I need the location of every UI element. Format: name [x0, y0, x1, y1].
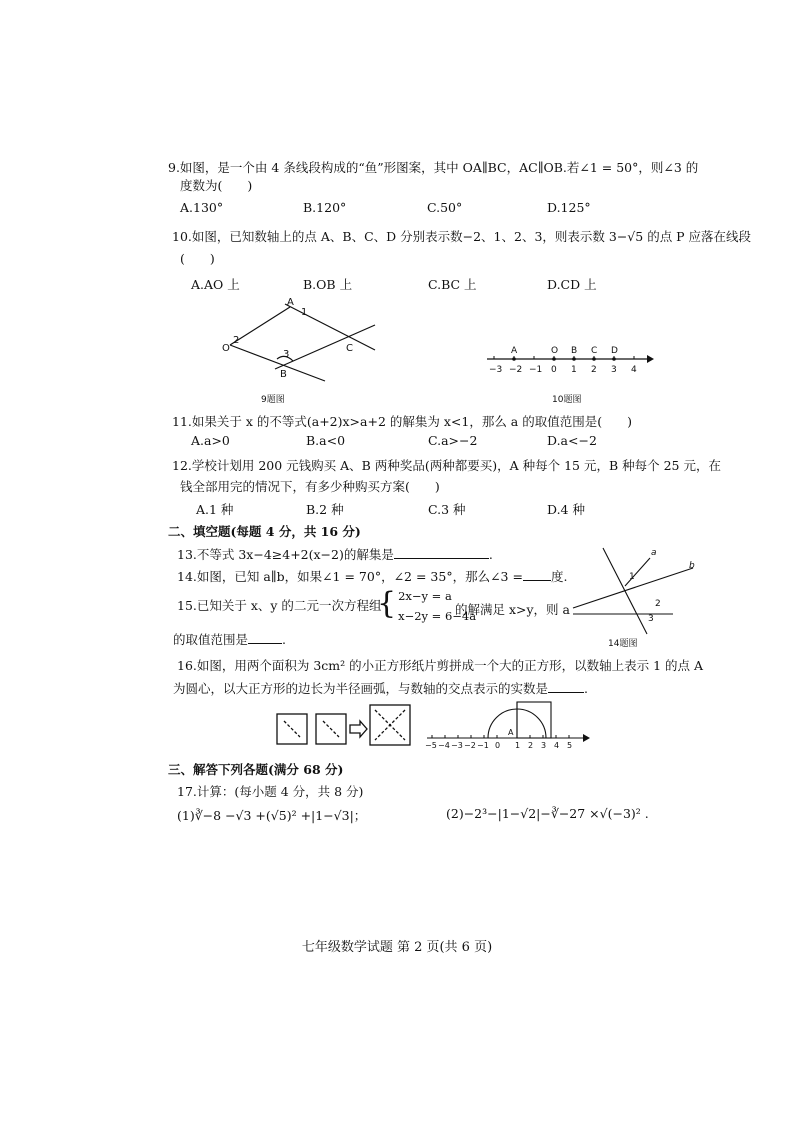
- q15-equation-2: x−2y = 6−4a: [398, 609, 477, 623]
- q11-option-c: C.a>−2: [428, 433, 478, 448]
- q13-end: .: [488, 547, 493, 562]
- line-a-label: a: [651, 548, 657, 558]
- q10-stem-line2: ( ): [180, 251, 215, 266]
- nl-tick-4: 4: [631, 365, 637, 375]
- point-a-label: A: [287, 297, 294, 308]
- nl-label-c: C: [591, 346, 598, 356]
- q10-number-line: [482, 342, 657, 378]
- line-b-label: b: [689, 561, 695, 571]
- arrow-icon: [350, 721, 367, 737]
- tick-1: 1: [515, 741, 521, 750]
- q9-option-c: C.50°: [427, 200, 463, 215]
- tick-m4: −4: [438, 741, 450, 750]
- nl-label-a: A: [511, 346, 518, 356]
- tick-0: 0: [495, 741, 501, 750]
- q15-end: .: [282, 632, 286, 647]
- q16-stem-line1: 16.如图，用两个面积为 3cm² 的小正方形纸片剪拼成一个大的正方形，以数轴上表示 1 的点 A: [177, 658, 704, 673]
- q9-figure-caption: 9题图: [261, 395, 285, 405]
- q11-option-d: D.a<−2: [547, 433, 597, 448]
- page-footer: 七年级数学试题 第 2 页(共 6 页): [301, 940, 493, 955]
- q10-option-a: A.AO 上: [191, 277, 240, 292]
- q13-text: 13.不等式 3x−4≥4+2(x−2)的解集是: [177, 547, 394, 562]
- nl-tick-m2: −2: [509, 365, 523, 375]
- q9-option-b: B.120°: [303, 200, 347, 215]
- section3-title: 三、解答下列各题(满分 68 分): [168, 762, 344, 777]
- nl-tick-3: 3: [611, 365, 617, 375]
- q12-stem-line2: 钱全部用完的情况下，有多少种购买方案( ): [180, 479, 440, 494]
- q15-post: 的解满足 x>y，则 a: [455, 602, 570, 617]
- q11-option-a: A.a>0: [191, 433, 230, 448]
- q14-text: 14.如图，已知 a∥b，如果∠1 = 70°，∠2 = 35°，那么∠3 =: [177, 569, 523, 584]
- q17-part2: (2)−2³−|1−√2|−∛−27 ×√(−3)² .: [446, 806, 649, 821]
- q10-figure-caption: 10题图: [552, 395, 582, 405]
- q15-line2-text: 的取值范围是: [173, 632, 249, 647]
- q9-option-d: D.125°: [547, 200, 591, 215]
- q14-stem: [177, 567, 567, 585]
- segment-bc: [275, 325, 375, 369]
- point-a-label: A: [508, 728, 514, 737]
- angle-2-label: 2: [233, 335, 240, 346]
- angle-1-label: 1: [629, 572, 635, 582]
- q14-end: 度.: [550, 569, 568, 584]
- angle-3-label: 3: [648, 614, 654, 624]
- section2-title: 二、填空题(每题 4 分，共 16 分): [168, 524, 361, 539]
- tick-m2: −2: [464, 741, 476, 750]
- tick-5: 5: [567, 741, 573, 750]
- angle-3-label: 3: [283, 349, 290, 360]
- segment-ac: [285, 304, 375, 350]
- tick-3: 3: [541, 741, 547, 750]
- tick-m5: −5: [425, 741, 437, 750]
- q16-answer-blank: [548, 680, 584, 693]
- nl-tick-0: 0: [551, 365, 557, 375]
- q9-stem-line2: 度数为( ): [180, 178, 253, 193]
- q9-fish-figure: [215, 295, 385, 405]
- q16-end: .: [584, 681, 588, 696]
- q13-stem: [177, 545, 493, 563]
- nl-label-b: B: [571, 346, 578, 356]
- nl-tick-2: 2: [591, 365, 597, 375]
- q12-option-a: A.1 种: [196, 502, 234, 517]
- q12-option-b: B.2 种: [306, 502, 344, 517]
- q12-option-d: D.4 种: [547, 502, 585, 517]
- angle-1-label: 1: [301, 307, 308, 318]
- q9-stem-line1: 9.如图，是一个由 4 条线段构成的“鱼”形图案，其中 OA∥BC，AC∥OB.若∠1 = 50°，则∠3 的: [168, 160, 699, 175]
- q13-answer-blank: [394, 546, 489, 559]
- q15-pre: 15.已知关于 x、y 的二元一次方程组: [177, 598, 382, 613]
- point-o-label: O: [222, 343, 230, 354]
- q11-option-b: B.a<0: [306, 433, 346, 448]
- q10-option-d: D.CD 上: [547, 277, 597, 292]
- point-c-label: C: [346, 343, 353, 354]
- angle-2-label: 2: [655, 599, 661, 609]
- q16-squares-figure: [274, 700, 414, 752]
- segment-ob: [230, 345, 325, 381]
- q14-answer-blank: [523, 568, 551, 581]
- q15-answer-blank: [248, 631, 282, 644]
- nl-tick-m3: −3: [489, 365, 503, 375]
- q10-option-c: C.BC 上: [428, 277, 477, 292]
- q16-line2-text: 为圆心，以大正方形的边长为半径画弧，与数轴的交点表示的实数是: [173, 681, 549, 696]
- q15-line2: [173, 630, 286, 648]
- q17-title: 17.计算：(每小题 4 分，共 8 分): [177, 784, 364, 799]
- q12-option-c: C.3 种: [428, 502, 466, 517]
- q14-figure: [565, 546, 705, 638]
- q14-figure-caption: 14题图: [608, 639, 638, 649]
- q11-stem: 11.如果关于 x 的不等式(a+2)x>a+2 的解集为 x<1，那么 a 的取值范围是( ): [172, 414, 632, 429]
- nl-label-o: O: [551, 346, 559, 356]
- point-b-label: B: [280, 369, 287, 380]
- q12-stem-line1: 12.学校计划用 200 元钱购买 A、B 两种奖品(两种都要买)，A 种每个 15 元，B 种每个 25 元，在: [172, 458, 721, 473]
- nl-tick-m1: −1: [529, 365, 543, 375]
- q17-part1: (1)∛−8 −√3 +(√5)² +|1−√3|；: [177, 808, 367, 823]
- tick-4: 4: [554, 741, 560, 750]
- system-brace: {: [377, 586, 397, 621]
- q10-stem-line1: 10.如图，已知数轴上的点 A、B、C、D 分别表示数−2、1、2、3，则表示数 3−√5 的点 P 应落在线段: [172, 229, 752, 244]
- nl-label-d: D: [611, 346, 618, 356]
- tick-m1: −1: [477, 741, 489, 750]
- q9-option-a: A.130°: [180, 200, 224, 215]
- q15-equation-1: 2x−y = a: [398, 589, 452, 603]
- q16-number-line: [423, 694, 593, 752]
- q10-option-b: B.OB 上: [303, 277, 353, 292]
- nl-tick-1: 1: [571, 365, 577, 375]
- tick-m3: −3: [451, 741, 463, 750]
- tick-2: 2: [528, 741, 534, 750]
